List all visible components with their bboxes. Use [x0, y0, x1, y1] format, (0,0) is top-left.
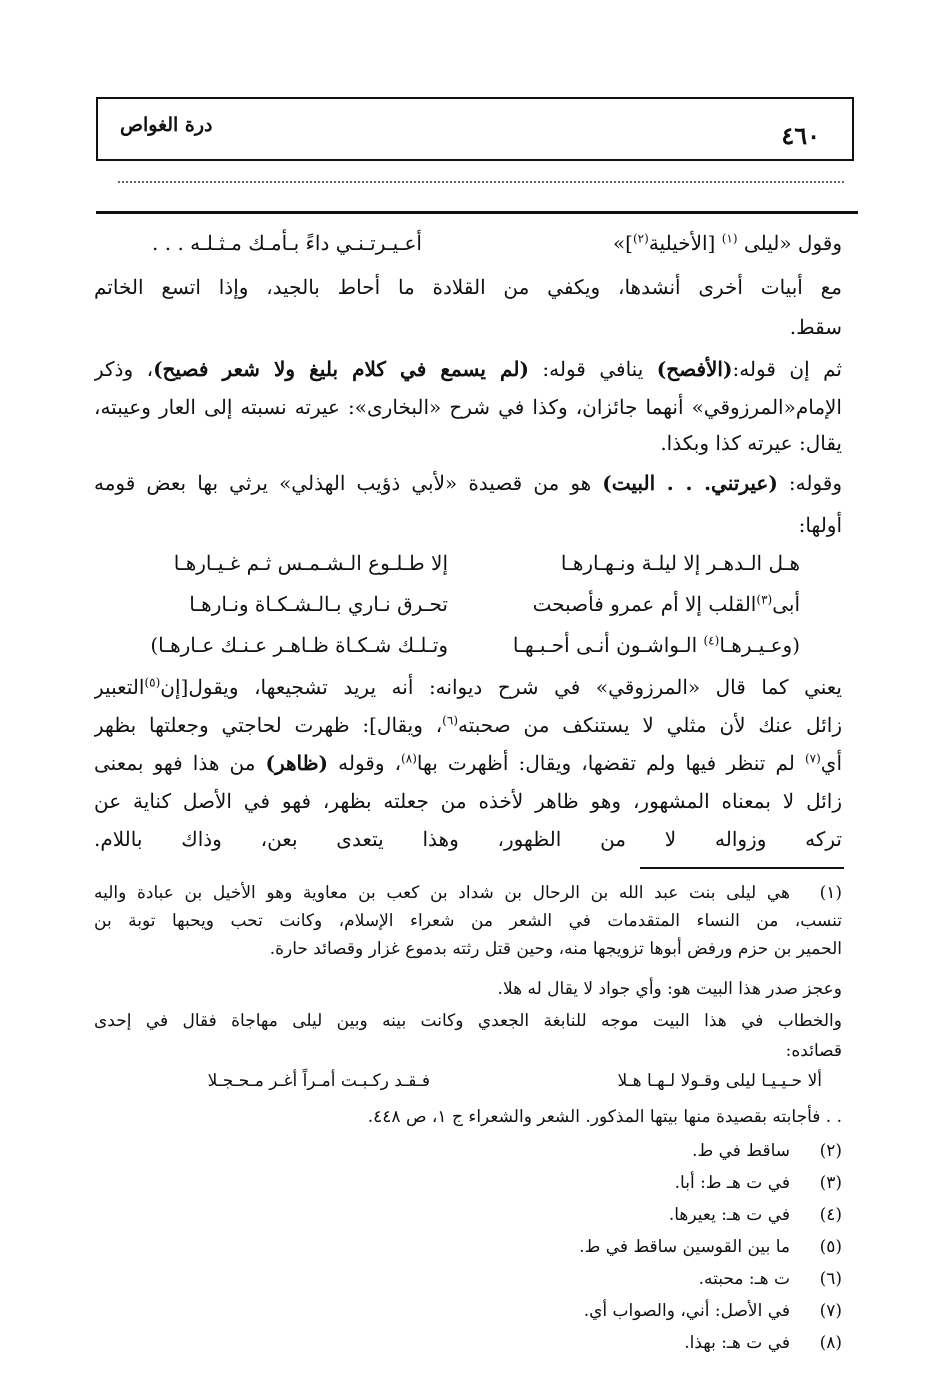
verse-text: (وعـيـرهـا	[719, 633, 800, 657]
footnote-ref: (٧)	[804, 751, 821, 766]
text-run: أي	[820, 751, 842, 775]
poem-verse-1a: هـل الـدهـر إلا ليلـة ونـهـارهـا	[560, 551, 800, 575]
text-run: زائل عنك لأن مثلي لا يستنكف من صحبته	[458, 713, 842, 737]
footnote-3	[94, 1170, 842, 1196]
verse-text: الـواشـون أنـى أحـبـهـا	[512, 633, 704, 657]
footnote-1-line-6: قصائده:	[785, 1041, 842, 1061]
text-run: وقوله:	[777, 471, 842, 495]
footnote-7	[94, 1298, 842, 1324]
citation-text: وقول «ليلى	[737, 231, 842, 255]
footnote-text: هي ليلى بنت عبد الله بن الرحال بن شداد بن كعب بن معاوية وهو الأخيل بن عبادة واليه	[94, 883, 790, 903]
body-line-12	[94, 670, 842, 704]
footnote-1	[94, 880, 842, 906]
footnote-ref: (٣)	[756, 592, 773, 607]
quoted-phrase: (عيرتني. . . البيت)	[602, 471, 778, 495]
poem-verse-1b: إلا طـلـوع الـشـمـس ثـم غـيـارهـا	[173, 551, 448, 575]
body-line-8: أولها:	[798, 513, 842, 537]
footnote-1-line-5: والخطاب في هذا البيت موجه للنابغة الجعدي وكانت بينه وبين ليلى مهاجاة فقال في إحدى	[94, 1011, 842, 1031]
body-line-2: مع أبيات أخرى أنشدها، ويكفي من القلادة ما أحاط بالجيد، وإذا اتسع الخاتم	[94, 275, 842, 299]
page-number: ٤٦٠	[781, 121, 820, 150]
text-run: التعبير	[94, 675, 145, 699]
verse-citation	[422, 226, 842, 260]
footnote-rule	[640, 867, 844, 869]
footnote-1-line-2: تنسب، من النساء المتقدمات في الشعر من شعراء الإسلام، وكانت تحب ويحبها توبة بن	[94, 911, 842, 931]
text-run: لم تنظر فيها ولم تقضها، ويقال: أظهرت بها	[416, 751, 805, 775]
body-line-3: سقط.	[789, 315, 842, 339]
footnote-number: (٣)	[819, 1173, 842, 1193]
poem-verse-2a	[490, 587, 800, 621]
footnote-number: (٥)	[819, 1237, 842, 1257]
body-line-1	[94, 226, 842, 260]
footnote-text: في ت هـ: بهذا.	[684, 1333, 790, 1353]
footnote-ref: (٦)	[442, 713, 458, 728]
body-line-4	[94, 352, 842, 386]
text-run: هو من قصيدة «لأبي ذؤيب الهذلي» يرثي بها بعض قومه	[94, 471, 603, 495]
running-title: درة الغواص	[120, 114, 213, 136]
verse-text: القلب إلا أم عمرو فأصبحت	[532, 592, 757, 616]
footnote-8	[94, 1330, 842, 1356]
footnote-ref: (٢)	[632, 231, 649, 246]
body-line-5: الإمام«المرزوقي» أنهما جائزان، وكذا في شرح «البخارى»: عيرته نسبته إلى العار وعيبته،	[94, 395, 842, 419]
quoted-phrase: (لم يسمع في كلام بليغ ولا شعر فصيح)	[153, 357, 529, 381]
footnote-ref: (١)	[721, 231, 738, 246]
footnote-1-line-4: وعجز صدر هذا البيت هو: وأي جواد لا يقال له هلا.	[497, 979, 842, 999]
quoted-term: (ظاهر)	[265, 751, 329, 775]
text-run: من هذا فهو بمعنى	[94, 751, 266, 775]
verse-text: أبى	[772, 592, 800, 616]
footnote-ref: (٨)	[401, 751, 417, 766]
text-run: ، وذكر	[94, 357, 154, 381]
footnote-1-line-8: . . فأجابته بقصيدة منها بيتها المذكور. الشعر والشعراء ج ١، ص ٤٤٨.	[367, 1107, 842, 1127]
footnote-number: (٨)	[819, 1333, 842, 1353]
footnote-verse-2: فـقـد ركـبـت أمـراً أغـر مـحـجـلا	[207, 1071, 430, 1091]
footnote-5	[94, 1234, 842, 1260]
footnote-ref: (٥)	[144, 675, 161, 690]
body-line-13	[94, 708, 842, 742]
footnote-number: (٢)	[819, 1141, 842, 1161]
footnote-text: ساقط في ط.	[692, 1141, 790, 1161]
text-run: ثم إن قوله:	[732, 357, 842, 381]
page-header	[96, 97, 854, 161]
footnote-text: في ت هـ: يعيرها.	[668, 1205, 790, 1225]
footnote-text: ما بين القوسين ساقط في ط.	[579, 1237, 790, 1257]
citation-text: [الأخيلية	[648, 231, 722, 255]
poem-verse-2b: تحـرق نـاري بـالـشـكـاة ونـارهـا	[189, 592, 448, 616]
text-run: يعني كما قال «المرزوقي» في شرح ديوانه: أنه يريد تشجيعها، ويقول[إن	[160, 675, 842, 699]
footnote-number: (١)	[819, 883, 842, 903]
footnote-number: (٤)	[819, 1205, 842, 1225]
body-line-14	[94, 746, 842, 780]
footnote-1-line-3: الحمير بن حزم ورفض أبوها تزويجها منه، وحين قتل رثته بدموع غزار وقصائد حارة.	[269, 939, 842, 959]
footnote-text: ت هـ: محبته.	[698, 1269, 790, 1289]
text-run: ، ويقال]: ظهرت لحاجتي وجعلتها بظهر	[94, 713, 443, 737]
footnote-ref: (٤)	[703, 633, 720, 648]
footnote-text: في الأصل: أني، والصواب أي.	[583, 1301, 790, 1321]
dotted-divider	[118, 181, 844, 183]
body-line-15: زائل لا بمعناه المشهور، وهو ظاهر لأخذه من جعلته بظهر، فهو في الأصل كناية عن	[94, 789, 842, 813]
footnote-number: (٦)	[819, 1269, 842, 1289]
body-line-16: تركه وزواله لا من الظهور، وهذا يتعدى بعن، وذاك باللام.	[94, 827, 842, 851]
text-run: ينافي قوله:	[528, 357, 657, 381]
footnote-number: (٧)	[819, 1301, 842, 1321]
poem-verse-3a	[490, 628, 800, 662]
footnote-text: في ت هـ ط: أبا.	[674, 1173, 790, 1193]
footnote-4	[94, 1202, 842, 1228]
citation-text: ]»	[612, 231, 633, 255]
body-line-7	[94, 466, 842, 500]
quoted-term: (الأفصح)	[656, 357, 733, 381]
poem-verse-3b: وتـلـك شـكـاة ظـاهـر عـنـك عـارهـا)	[150, 633, 448, 657]
text-run: ، وقوله	[328, 751, 402, 775]
verse-half: أعـيـرتـنـي داءً بـأمـك مـثـلـه . . .	[152, 231, 422, 255]
footnote-verse-1: ألا حـيـيـا ليلى وقـولا لـهـا هـلا	[617, 1071, 822, 1091]
header-rule	[96, 211, 858, 214]
body-line-6: يقال: عيرته كذا وبكذا.	[660, 431, 842, 455]
footnote-2	[94, 1138, 842, 1164]
footnote-6	[94, 1266, 842, 1292]
